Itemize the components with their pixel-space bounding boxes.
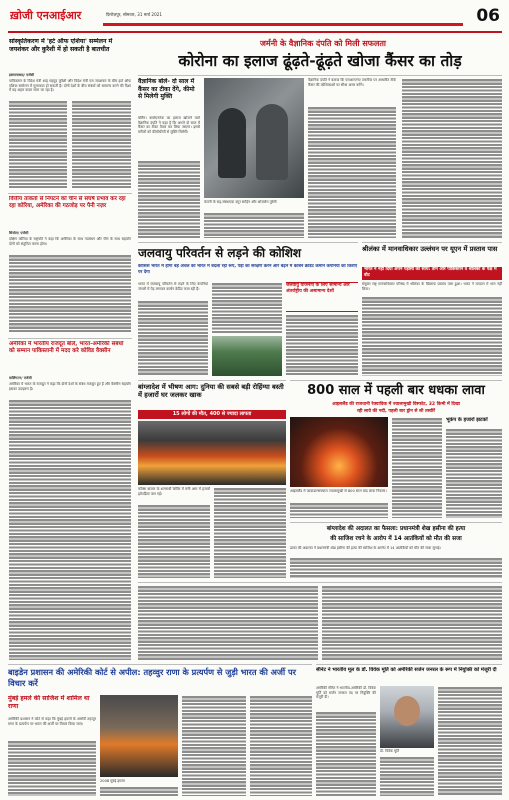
- court-lines: [290, 557, 502, 578]
- left-top-heading: सांस्कृतिकरण में 'हर्ट ऑफ एशिया' सम्मेलन में जयशंकर और कुरैशी में हो सकती है बातचीत: [9, 38, 113, 53]
- iceland-lines-1: [290, 502, 388, 518]
- murthy-headline: सीनेट ने भारतीय मूल के डॉ. विवेक मूर्ति को अमेरिकी सर्जन जनरल के रूप में नियुक्ति को मंजूरी दी: [316, 667, 497, 673]
- scientist-figure-2: [256, 104, 288, 180]
- rana-story: [8, 664, 312, 796]
- left-lower-lines: [9, 399, 131, 660]
- photo-caption: कंपनी के सह-संस्थापक उगुर साहिन और ओज़लेम तुरेसी: [204, 200, 277, 204]
- masthead-ribbon: [103, 23, 463, 26]
- middle-band: [138, 582, 502, 660]
- murthy-lines-2: [380, 756, 434, 796]
- murthy-body: अमेरिकी सीनेट ने भारतीय-अमेरिकी डॉ. विवेक मूर्ति को सर्जन जनरल पद पर नियुक्ति की मंजूरी दी।: [316, 686, 376, 700]
- iceland-lines-3: [446, 428, 502, 518]
- taj-hotel-photo: [100, 695, 178, 777]
- climate-divider: [138, 242, 358, 243]
- rana-lines-1: [8, 740, 96, 796]
- sri-lanka-story: [362, 242, 502, 376]
- top-story-body-lines: [138, 160, 200, 238]
- left-lower-heading: अमेरिका में भारतीय राजदूत बोले, भारत-अमेरिकी संबंधों को सम्मान पाकिस्तानी में मदद करे कोविड वैक्सीन: [9, 341, 124, 354]
- scientists-photo: [204, 78, 304, 198]
- court-headline: बांग्लादेश की अदालत का फैसला: प्रधानमंत्री शेख हसीना की हत्या: [326, 526, 466, 532]
- page-number: 06: [476, 6, 500, 26]
- murthy-lines-3: [438, 686, 502, 796]
- iceland-divider: [290, 380, 502, 381]
- iceland-sub-headline-tail: रही लावे की नदी, पहली बार ड्रोन से ली तस्वीरें: [356, 409, 436, 414]
- climate-body: भारत में जलवायु परिवर्तन से लड़ने के लिए कंपनियां जंगलों में पेड़ लगाकर कार्बन क्रेडिट कमा रही हैं।: [138, 282, 208, 291]
- fire-photo: [138, 421, 286, 485]
- court-body: ढाका की अदालत ने प्रधानमंत्री शेख हसीना की हत्या की साजिश के आरोप में 14 आतंकियों को मौत की सजा सुनाई।: [290, 546, 441, 550]
- masthead-rule: [8, 31, 502, 33]
- scientist-figure-1: [218, 108, 246, 178]
- fire-lines-1: [138, 504, 210, 578]
- fire-divider: [138, 380, 286, 381]
- left-lower-byline: वाशिंगटन/ एजेंसी: [9, 376, 32, 380]
- left-top-byline: इस्लामाबाद/ एजेंसी: [9, 73, 35, 77]
- iceland-sub-headline: आइसलैंड की राजधानी रेक्याविक में ज्वालामुखी विस्फोट, 32 किमी में दिखा: [332, 402, 460, 407]
- left-mid-byline: सियोल/ एजेंसी: [9, 231, 29, 235]
- date-line: फ़िरोज़पुर, सोमवार, 31 मार्च 2021: [106, 12, 163, 17]
- middle-band-lines-1: [138, 585, 318, 660]
- iceland-headline: 800 साल में पहली बार धधका लावा: [307, 383, 485, 398]
- top-story-sub-headline: वैज्ञानिक बोले- दो साल में कैंसर का टीका देंगे, कीमो से मिलेगी मुक्ति: [138, 78, 195, 100]
- climate-lines-1: [138, 300, 208, 376]
- bangladesh-court-story: [290, 522, 502, 578]
- left-mid-divider: [8, 193, 132, 194]
- sri-lanka-body: संयुक्त राष्ट्र मानवाधिकार परिषद में श्रीलंका के खिलाफ प्रस्ताव पास हुआ। भारत ने मतदान में भाग नहीं लिया।: [362, 282, 502, 291]
- murthy-story: [316, 664, 502, 796]
- bangladesh-fire-story: [138, 380, 286, 578]
- left-top-body: पाकिस्तान के विदेश मंत्री शाह महमूद कुरैशी और विदेश मंत्री एस जयशंकर के बीच हार्ट ऑफ एशिया सम्मेलन में मुलाकात हो सकती है। दोनों देशों के बीच संबंधों को सामान्य करने की दिशा में यह अहम कदम माना जा रहा है।: [9, 79, 131, 93]
- murthy-photo-caption: डॉ. विवेक मूर्ति: [380, 749, 400, 753]
- climate-story: [138, 242, 358, 376]
- iceland-body: आइसलैंड में फाग्राडाल्सफ्याल ज्वालामुखी से 800 साल बाद लावा निकला।: [290, 489, 387, 493]
- murthy-divider: [316, 664, 502, 665]
- top-story-kicker: जर्मनी के वैज्ञानिक दंपति को मिली सफलता: [259, 39, 386, 48]
- volcano-photo: [290, 417, 388, 487]
- court-headline-tail: की साजिश रचने के आरोप में 14 आतंकियों को मौत की सजा: [330, 536, 462, 542]
- climate-dek: कोशिश भारत में होगा बड़े अंचल को भारत में बदला रहा रूप, पेड़ों का संरक्षण करने और बढ़ने में कार्बन क्रेडिट कमाने कंपनियों को किराए पर देगा: [138, 264, 358, 275]
- fire-body: कॉक्स बाजार के शरणार्थी शिविर में लगी आग में हजारों झोपड़ियां जल गईं।: [138, 487, 210, 496]
- headline-divider: [138, 75, 502, 76]
- murthy-lines-1: [316, 711, 376, 796]
- fire-sub: 15 लोगों की मौत, 400 से ज्यादा लापता: [138, 410, 286, 419]
- middle-band-lines-2: [322, 585, 502, 660]
- left-top-body-lines-2: [72, 100, 131, 188]
- iceland-lines-2: [392, 417, 442, 518]
- left-mid-story: [8, 193, 132, 333]
- rana-lines-2: [100, 786, 178, 796]
- sri-lanka-divider: [362, 242, 502, 243]
- top-story: [138, 38, 502, 238]
- forest-photo: [212, 336, 282, 376]
- rana-headline: बाइडेन प्रशासन की अमेरिकी कोर्ट से अपील: तहव्वुर राणा के प्रत्यर्पण से जुड़ी भारत की अर्जी पर विचार करें: [8, 667, 296, 688]
- middle-band-divider: [138, 582, 502, 583]
- sri-lanka-headline: श्रीलंका में मानवाधिकार उल्लंघन पर यूएन में प्रस्ताव पास: [362, 245, 498, 253]
- paper-name: ख़ोजी एनआईआर: [10, 9, 82, 22]
- iceland-side-title: भूकंप के हजारों झटकों: [446, 417, 488, 423]
- top-story-col5-lines: [402, 78, 502, 238]
- top-story-headline: कोरोना का इलाज ढूंढ़ते-ढूंढ़ते खोजा कैंसर का तोड़: [178, 52, 462, 70]
- top-story-body: बर्लिन। बायोएनटेक का इलाज खोजने वाले वैज्ञानिक दंपति ने कहा है कि अगले दो साल में कैंसर का टीका तैयार कर लिया जाएगा। इससे मरीजों को कीमोथेरेपी से मुक्ति मिलेगी।: [138, 116, 200, 134]
- rana-sidebar: मुंबई हमले की साजिश में शामिल था राणा: [8, 695, 90, 710]
- rana-photo-caption: 2008 मुंबई हमला: [100, 779, 125, 783]
- murthy-photo: [380, 686, 434, 748]
- left-mid-body: दक्षिण कोरिया के राष्ट्रपति ने कहा कि अमेरिका के साथ गठबंधन और चीन के साथ सहयोग दोनों को संतुलित करना होगा।: [9, 237, 131, 246]
- murthy-face: [394, 696, 420, 726]
- top-story-col3-lines: [204, 212, 304, 238]
- fire-lines-2: [214, 487, 286, 578]
- left-mid-heading: वित्तीय ताकतों से निपटने को चीन से संघर्ष प्रभाव कर रहा रहा कोरिया, अमेरिका की गठजोड़ पर पैनी नज़र: [9, 196, 126, 209]
- masthead: [8, 5, 502, 33]
- fire-headline: बांग्लादेश में भीषण आग: दुनिया की सबसे बड़ी रोहिंग्या बस्ती में हजारों घर जलकर खाक: [138, 383, 284, 400]
- iceland-story: [290, 380, 502, 518]
- left-mid-lines: [9, 254, 131, 333]
- rana-divider: [8, 664, 312, 665]
- top-story-col4-lines: [308, 106, 396, 238]
- climate-lines-2: [212, 282, 282, 334]
- climate-pull-quote: जलवायु योजनाएं के लिए सामान्य और अंतर्राष्ट्रीय की असामान्य देशों: [286, 282, 358, 312]
- court-divider: [290, 522, 502, 523]
- rana-lines-4: [250, 695, 312, 796]
- left-lower-story: [8, 338, 132, 660]
- rana-body: अमेरिकी प्रशासन ने कोर्ट से कहा कि मुंबई हमलों के आरोपी तहव्वुर राणा के प्रत्यर्पण पर भारत की अर्जी पर विचार किया जाए।: [8, 717, 96, 726]
- left-top-body-lines: [9, 100, 67, 188]
- left-lower-divider: [8, 338, 132, 339]
- rana-lines-3: [182, 695, 246, 796]
- sri-lanka-lines: [362, 296, 502, 376]
- climate-headline: जलवायु परिवर्तन से लड़ने की कोशिश: [138, 246, 302, 260]
- left-lower-body: अमेरिका में भारत के राजदूत ने कहा कि दोनों देशों के संबंध मजबूत हुए हैं और वैक्सीन सहयोग इसका उदाहरण है।: [9, 382, 131, 391]
- climate-lines-3: [286, 314, 358, 376]
- left-top-story: [8, 38, 132, 188]
- sri-lanka-sub: भारत ने नहीं दिया अपने पड़ोसी का साथ: तीन और पाकिस्तान व श्रीलंका के पक्ष में वोट: [362, 267, 502, 280]
- top-story-side-body: वैज्ञानिक दंपति ने बताया कि एमआरएनए तकनीक पर आधारित टीके कैंसर की कोशिकाओं पर सीधा असर करेंगे।: [308, 78, 396, 87]
